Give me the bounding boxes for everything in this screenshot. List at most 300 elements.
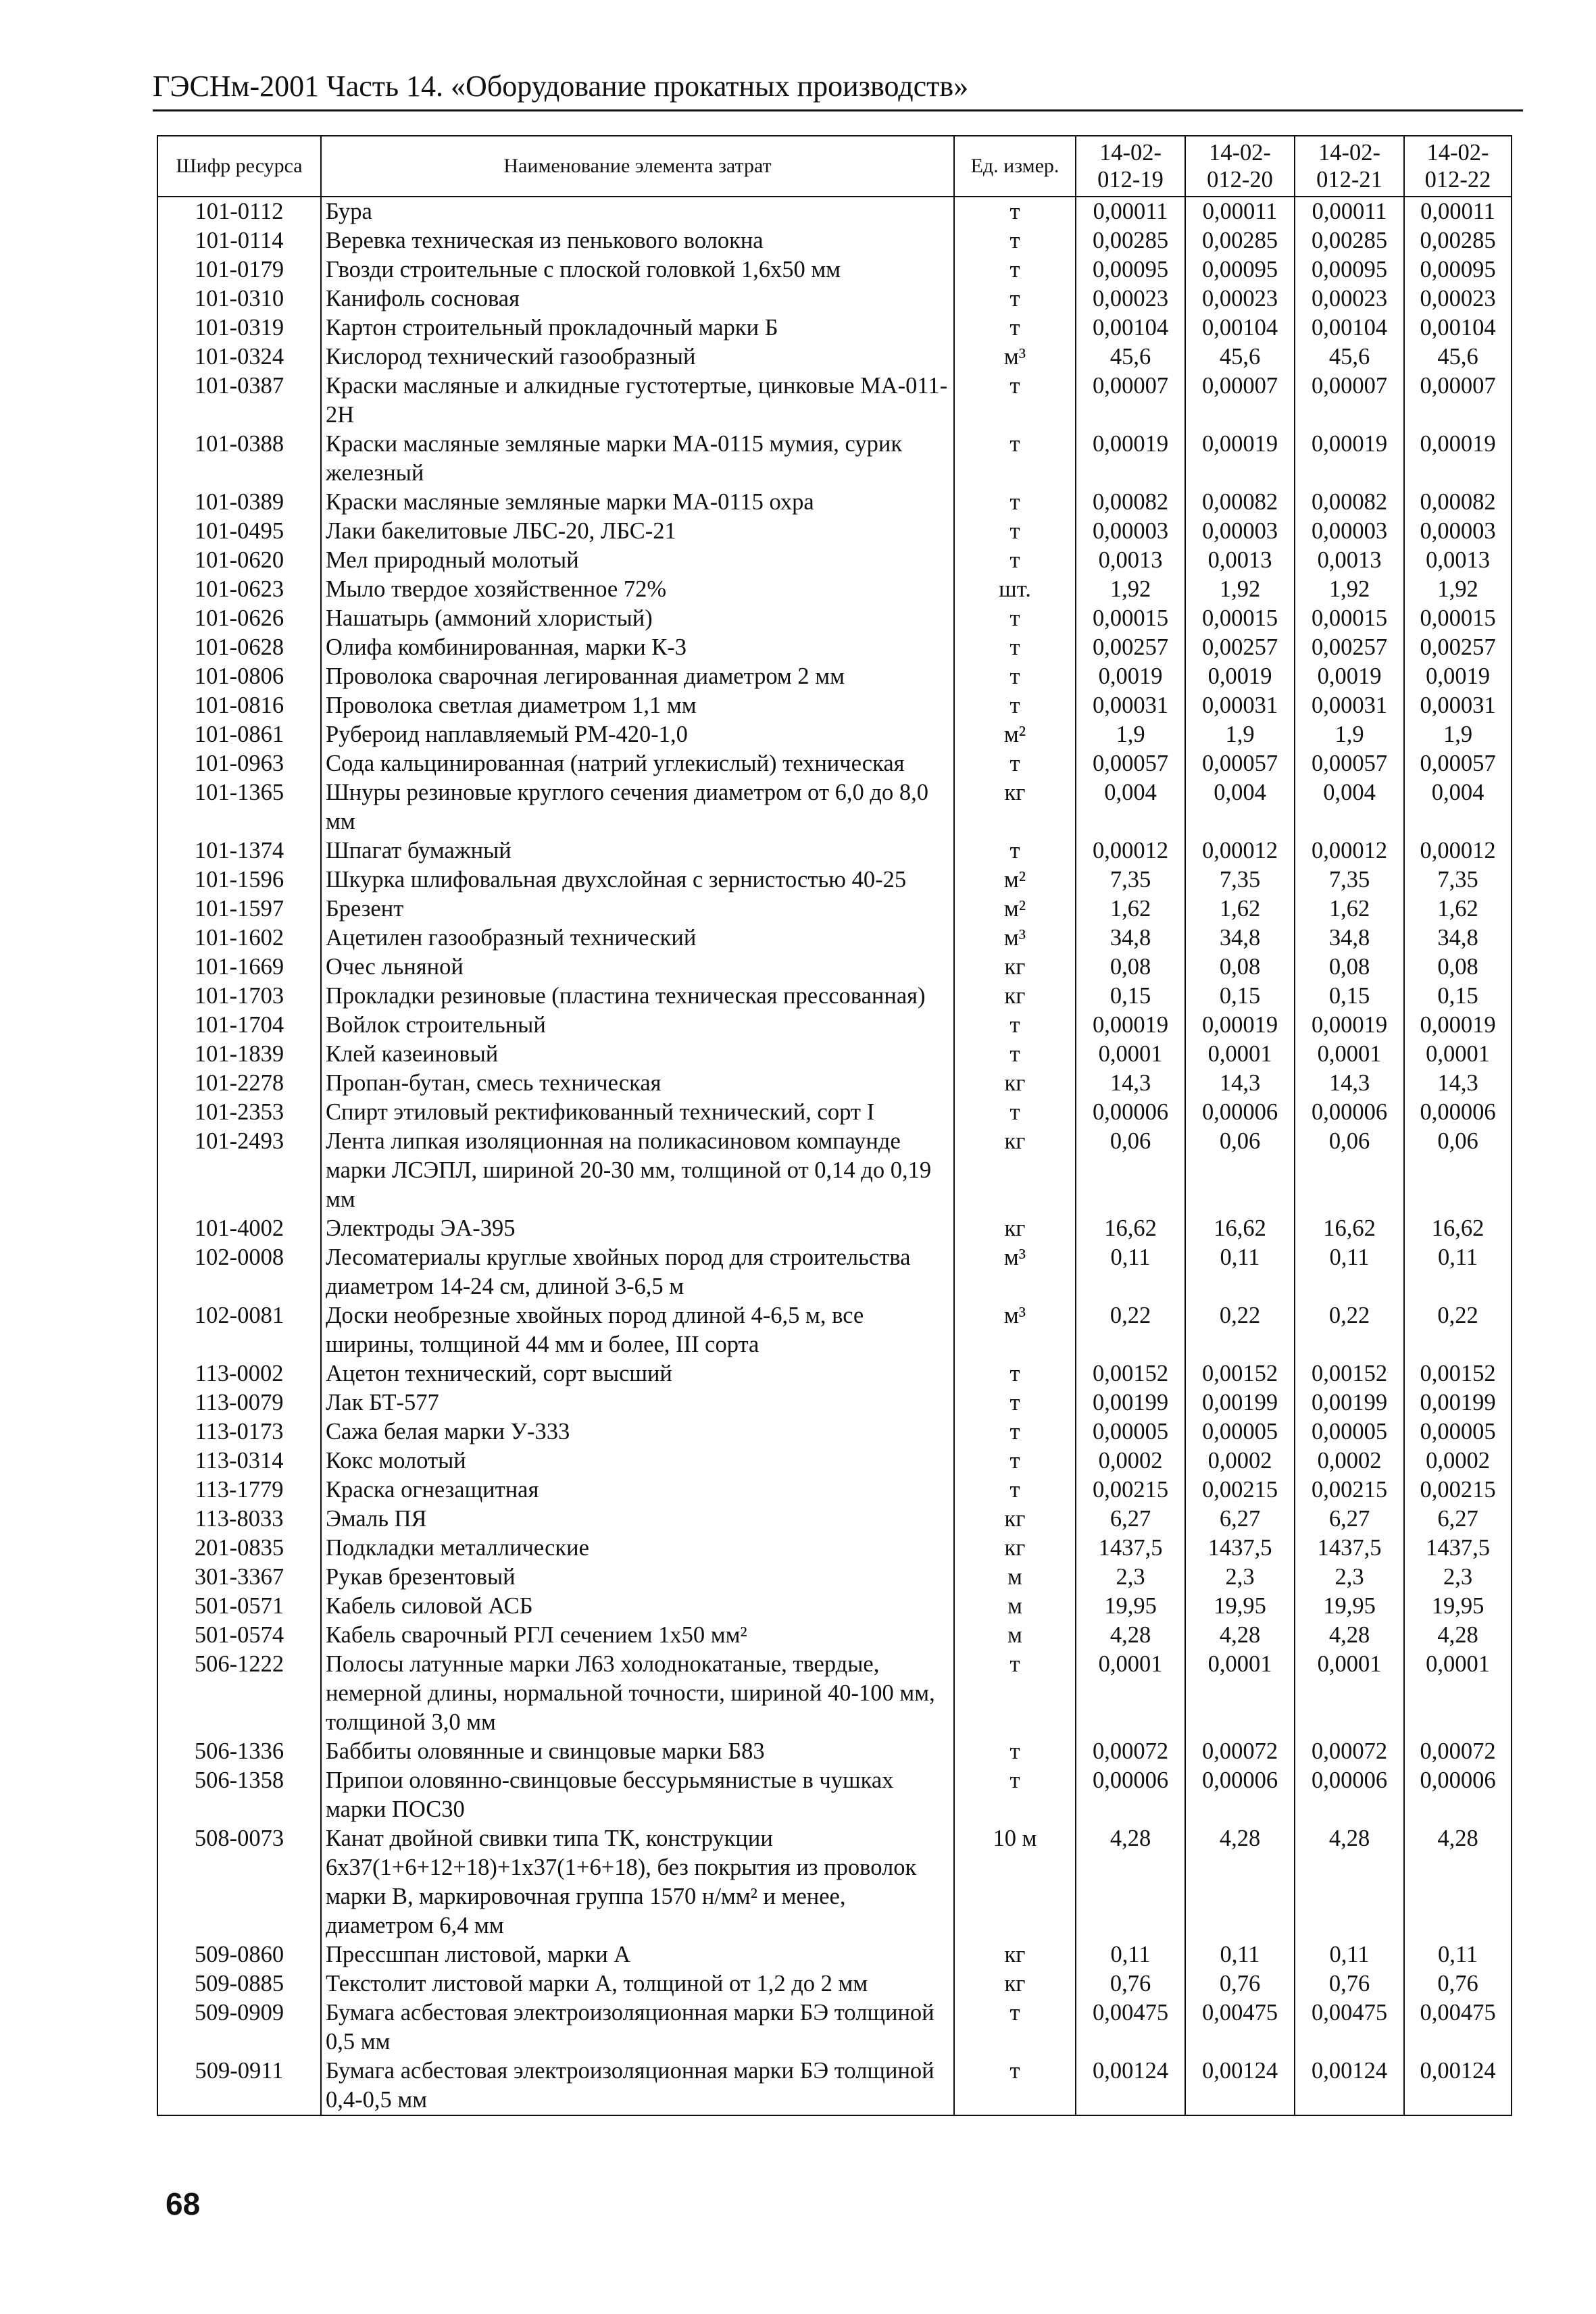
unit-cell: м³ [954,924,1076,953]
norm-value-cell: 0,00215 [1185,1476,1295,1505]
norm-value-cell: 0,00003 [1295,517,1404,546]
resource-name-cell: Спирт этиловый ректификованный технический, сорт I [321,1098,954,1127]
page-number: 68 [166,2186,201,2221]
norm-value-cell: 0,00152 [1185,1359,1295,1388]
resource-code-cell: 102-0081 [157,1301,321,1359]
norm-value-cell: 0,00015 [1295,604,1404,633]
norm-value-cell: 0,22 [1185,1301,1295,1359]
unit-cell: т [954,1359,1076,1388]
norm-value-cell: 0,0013 [1404,546,1512,575]
norm-value-cell: 0,00003 [1185,517,1295,546]
resource-code-cell: 101-1669 [157,953,321,982]
norm-value-cell: 1437,5 [1404,1534,1512,1563]
norm-value-cell: 4,28 [1295,1621,1404,1650]
resource-code-cell: 101-0324 [157,343,321,372]
resource-name-cell: Полосы латунные марки Л63 холоднокатаные, твердые, немерной длины, нормальной точности, шириной 40-100 мм, толщиной 3,0 мм [321,1650,954,1737]
resource-name-cell: Рубероид наплавляемый РМ-420-1,0 [321,720,954,749]
resource-code-cell: 101-0963 [157,749,321,778]
norm-value-cell: 0,22 [1076,1301,1185,1359]
resource-code-cell: 101-1602 [157,924,321,953]
norm-value-cell: 0,11 [1185,1243,1295,1301]
norm-value-cell: 2,3 [1295,1563,1404,1592]
norm-value-cell: 0,0001 [1185,1650,1295,1737]
unit-cell: т [954,1040,1076,1069]
column-header-unit: Ед. измер. [954,136,1076,197]
table-row [157,1592,1512,1621]
resource-code-cell: 101-0319 [157,313,321,343]
resource-name-cell: Лак БТ-577 [321,1388,954,1417]
table-row [157,836,1512,865]
resource-code-cell: 101-0387 [157,372,321,430]
norm-value-cell: 0,00005 [1185,1417,1295,1447]
norm-value-cell: 0,00257 [1295,633,1404,662]
resource-name-cell: Войлок строительный [321,1011,954,1040]
norm-value-cell: 0,0019 [1076,662,1185,691]
resource-name-cell: Бумага асбестовая электроизоляционная марки БЭ толщиной 0,4-0,5 мм [321,2057,954,2115]
resource-code-cell: 501-0574 [157,1621,321,1650]
norm-value-cell: 0,08 [1404,953,1512,982]
norm-value-cell: 0,00031 [1295,691,1404,720]
unit-cell: т [954,430,1076,488]
resource-code-cell: 301-3367 [157,1563,321,1592]
norm-value-cell: 0,06 [1295,1127,1404,1214]
norm-value-cell: 0,0002 [1404,1447,1512,1476]
unit-cell: т [954,284,1076,313]
unit-cell: т [954,1766,1076,1824]
unit-cell: шт. [954,575,1076,604]
norm-value-cell: 0,00006 [1295,1098,1404,1127]
norm-value-cell: 0,00124 [1076,2057,1185,2115]
resource-code-cell: 101-0179 [157,255,321,284]
table-row [157,1824,1512,1940]
unit-cell: м [954,1592,1076,1621]
norm-value-cell: 0,0001 [1404,1650,1512,1737]
norm-value-cell: 0,22 [1404,1301,1512,1359]
unit-cell: кг [954,1969,1076,1998]
resource-code-cell: 101-0806 [157,662,321,691]
table-row [157,1447,1512,1476]
norm-value-cell: 0,00006 [1185,1766,1295,1824]
unit-cell: м³ [954,1301,1076,1359]
norm-value-cell: 0,00057 [1295,749,1404,778]
norm-value-cell: 0,00031 [1076,691,1185,720]
norm-value-cell: 0,76 [1295,1969,1404,1998]
resource-code-cell: 101-1704 [157,1011,321,1040]
norm-value-cell: 0,00005 [1076,1417,1185,1447]
norm-value-cell: 1,62 [1404,895,1512,924]
resource-code-cell: 113-0314 [157,1447,321,1476]
norm-value-cell: 4,28 [1404,1824,1512,1940]
resources-table [157,135,1512,2116]
norm-value-cell: 0,11 [1076,1940,1185,1969]
table-row [157,430,1512,488]
norm-value-cell: 0,00019 [1185,1011,1295,1040]
resource-code-cell: 101-0310 [157,284,321,313]
table-row [157,1650,1512,1737]
resource-code-cell: 113-0173 [157,1417,321,1447]
norm-value-cell: 16,62 [1185,1214,1295,1243]
norm-value-cell: 0,00012 [1295,836,1404,865]
resource-name-cell: Бумага асбестовая электроизоляционная марки БЭ толщиной 0,5 мм [321,1998,954,2057]
norm-value-cell: 0,06 [1185,1127,1295,1214]
unit-cell: т [954,662,1076,691]
resource-code-cell: 101-0816 [157,691,321,720]
table-row [157,749,1512,778]
resource-name-cell: Веревка техническая из пенькового волокна [321,226,954,255]
resource-code-cell: 101-2278 [157,1069,321,1098]
resource-name-cell: Клей казеиновый [321,1040,954,1069]
unit-cell: т [954,691,1076,720]
resource-name-cell: Баббиты оловянные и свинцовые марки Б83 [321,1737,954,1766]
resource-code-cell: 509-0909 [157,1998,321,2057]
resource-code-cell: 506-1336 [157,1737,321,1766]
norm-value-cell: 0,00019 [1076,1011,1185,1040]
unit-cell: 10 м [954,1824,1076,1940]
unit-cell: кг [954,1534,1076,1563]
unit-cell: кг [954,1214,1076,1243]
norm-value-cell: 0,00006 [1076,1098,1185,1127]
table-row [157,1040,1512,1069]
norm-value-cell: 0,00007 [1295,372,1404,430]
norm-value-cell: 0,0013 [1295,546,1404,575]
table-row [157,1505,1512,1534]
unit-cell: кг [954,982,1076,1011]
norm-value-cell: 2,3 [1404,1563,1512,1592]
norm-value-cell: 7,35 [1295,865,1404,895]
table-row [157,1766,1512,1824]
resource-code-cell: 101-0495 [157,517,321,546]
unit-cell: м [954,1621,1076,1650]
resource-name-cell: Сода кальцинированная (натрий углекислый) техническая [321,749,954,778]
norm-value-cell: 0,00011 [1295,197,1404,226]
norm-value-cell: 0,00007 [1076,372,1185,430]
resource-name-cell: Текстолит листовой марки А, толщиной от 1,2 до 2 мм [321,1969,954,1998]
norm-value-cell: 1,92 [1076,575,1185,604]
norm-value-cell: 19,95 [1295,1592,1404,1621]
norm-value-cell: 0,00057 [1185,749,1295,778]
norm-value-cell: 0,0019 [1185,662,1295,691]
norm-value-cell: 0,00152 [1404,1359,1512,1388]
resource-name-cell: Очес льняной [321,953,954,982]
norm-value-cell: 0,00104 [1076,313,1185,343]
norm-value-cell: 16,62 [1295,1214,1404,1243]
norm-value-cell: 19,95 [1185,1592,1295,1621]
norm-value-cell: 0,00104 [1185,313,1295,343]
norm-value-cell: 0,00215 [1076,1476,1185,1505]
unit-cell: т [954,1011,1076,1040]
table-row [157,953,1512,982]
resource-code-cell: 101-1597 [157,895,321,924]
resource-name-cell: Кабель сварочный РГЛ сечением 1х50 мм² [321,1621,954,1650]
norm-value-cell: 0,00072 [1404,1737,1512,1766]
norm-value-cell: 34,8 [1076,924,1185,953]
norm-value-cell: 0,0013 [1185,546,1295,575]
norm-value-cell: 0,00015 [1404,604,1512,633]
table-row [157,575,1512,604]
norm-value-cell: 0,11 [1185,1940,1295,1969]
table-row [157,1301,1512,1359]
norm-value-cell: 0,00095 [1404,255,1512,284]
norm-value-cell: 0,00257 [1185,633,1295,662]
resource-name-cell: Канифоль сосновая [321,284,954,313]
table-row [157,197,1512,226]
norm-value-cell: 0,00019 [1404,1011,1512,1040]
norm-value-cell: 14,3 [1295,1069,1404,1098]
resource-code-cell: 113-0002 [157,1359,321,1388]
resource-name-cell: Электроды ЭА-395 [321,1214,954,1243]
norm-value-cell: 0,00285 [1404,226,1512,255]
norm-value-cell: 0,0001 [1076,1650,1185,1737]
resource-code-cell: 509-0860 [157,1940,321,1969]
resource-code-cell: 508-0073 [157,1824,321,1940]
resource-name-cell: Нашатырь (аммоний хлористый) [321,604,954,633]
table-row [157,1127,1512,1214]
resource-name-cell: Гвозди строительные с плоской головкой 1,6х50 мм [321,255,954,284]
norm-value-cell: 16,62 [1404,1214,1512,1243]
norm-value-cell: 0,0019 [1404,662,1512,691]
resource-name-cell: Прессшпан листовой, марки А [321,1940,954,1969]
table-row [157,1243,1512,1301]
resource-code-cell: 101-0620 [157,546,321,575]
resource-code-cell: 506-1358 [157,1766,321,1824]
resource-name-cell: Лента липкая изоляционная на поликасиновом компаунде марки ЛСЭПЛ, шириной 20-30 мм, толщиной от 0,14 до 0,19 мм [321,1127,954,1214]
norm-value-cell: 1,62 [1295,895,1404,924]
resource-name-cell: Кабель силовой АСБ [321,1592,954,1621]
resource-code-cell: 101-0626 [157,604,321,633]
table-row [157,1098,1512,1127]
norm-value-cell: 0,004 [1076,778,1185,836]
norm-value-cell: 0,00082 [1076,488,1185,517]
norm-value-cell: 0,00257 [1404,633,1512,662]
unit-cell: т [954,1417,1076,1447]
resource-code-cell: 101-0114 [157,226,321,255]
unit-cell: т [954,197,1076,226]
norm-value-cell: 0,00019 [1295,430,1404,488]
resource-name-cell: Лесоматериалы круглые хвойных пород для строительства диаметром 14-24 см, длиной 3-6,5 м [321,1243,954,1301]
unit-cell: т [954,2057,1076,2115]
norm-value-cell: 0,0001 [1404,1040,1512,1069]
norm-value-cell: 0,00124 [1185,2057,1295,2115]
norm-value-cell: 0,00003 [1404,517,1512,546]
unit-cell: кг [954,1505,1076,1534]
norm-value-cell: 0,00057 [1076,749,1185,778]
table-row [157,313,1512,343]
norm-value-cell: 0,00475 [1076,1998,1185,2057]
unit-cell: м [954,1563,1076,1592]
norm-value-cell: 0,00019 [1076,430,1185,488]
unit-cell: т [954,836,1076,865]
norm-value-cell: 0,00031 [1404,691,1512,720]
norm-value-cell: 0,00006 [1185,1098,1295,1127]
norm-value-cell: 0,22 [1295,1301,1404,1359]
resource-code-cell: 101-1703 [157,982,321,1011]
resource-code-cell: 101-0623 [157,575,321,604]
norm-value-cell: 2,3 [1076,1563,1185,1592]
norm-value-cell: 6,27 [1295,1505,1404,1534]
norm-value-cell: 34,8 [1404,924,1512,953]
table-row [157,1214,1512,1243]
table-row [157,1737,1512,1766]
norm-value-cell: 45,6 [1404,343,1512,372]
norm-value-cell: 6,27 [1404,1505,1512,1534]
norm-value-cell: 0,11 [1295,1243,1404,1301]
unit-cell: м² [954,895,1076,924]
norm-value-cell: 0,00023 [1404,284,1512,313]
table-row [157,1388,1512,1417]
resource-name-cell: Ацетон технический, сорт высший [321,1359,954,1388]
norm-value-cell: 0,00019 [1404,430,1512,488]
norm-value-cell: 0,00095 [1185,255,1295,284]
norm-value-cell: 4,28 [1185,1621,1295,1650]
unit-cell: т [954,1447,1076,1476]
norm-value-cell: 0,00199 [1185,1388,1295,1417]
norm-value-cell: 34,8 [1295,924,1404,953]
norm-value-cell: 0,11 [1404,1940,1512,1969]
norm-value-cell: 6,27 [1185,1505,1295,1534]
unit-cell: т [954,604,1076,633]
norm-value-cell: 0,00006 [1076,1766,1185,1824]
resource-name-cell: Проволока сварочная легированная диаметром 2 мм [321,662,954,691]
norm-value-cell: 0,00007 [1185,372,1295,430]
norm-value-cell: 0,00199 [1295,1388,1404,1417]
norm-value-cell: 45,6 [1185,343,1295,372]
norm-value-cell: 0,00285 [1076,226,1185,255]
norm-value-cell: 0,00215 [1404,1476,1512,1505]
table-row [157,1998,1512,2057]
table-row [157,895,1512,924]
unit-cell: т [954,226,1076,255]
norm-value-cell: 0,00257 [1076,633,1185,662]
norm-value-cell: 0,00475 [1295,1998,1404,2057]
unit-cell: т [954,1998,1076,2057]
norm-value-cell: 0,15 [1295,982,1404,1011]
resource-code-cell: 101-2493 [157,1127,321,1214]
norm-value-cell: 0,00285 [1295,226,1404,255]
resource-code-cell: 101-0389 [157,488,321,517]
norm-value-cell: 1437,5 [1076,1534,1185,1563]
resource-code-cell: 509-0885 [157,1969,321,1998]
table-row [157,778,1512,836]
norm-value-cell: 4,28 [1295,1824,1404,1940]
norm-value-cell: 0,15 [1185,982,1295,1011]
resource-code-cell: 113-0079 [157,1388,321,1417]
norm-value-cell: 0,00152 [1295,1359,1404,1388]
norm-value-cell: 4,28 [1076,1621,1185,1650]
resource-code-cell: 101-1596 [157,865,321,895]
column-header-code: Шифр ресурса [157,136,321,197]
unit-cell: т [954,1388,1076,1417]
norm-value-cell: 0,00095 [1295,255,1404,284]
resource-code-cell: 102-0008 [157,1243,321,1301]
norm-value-cell: 0,00082 [1185,488,1295,517]
resource-code-cell: 101-0388 [157,430,321,488]
unit-cell: т [954,313,1076,343]
unit-cell: т [954,517,1076,546]
resource-name-cell: Краски масляные и алкидные густотертые, цинковые МА-011-2Н [321,372,954,430]
norm-value-cell: 1,62 [1185,895,1295,924]
norm-value-cell: 45,6 [1295,343,1404,372]
norm-value-cell: 0,00031 [1185,691,1295,720]
norm-value-cell: 0,00072 [1295,1737,1404,1766]
unit-cell: т [954,488,1076,517]
resource-name-cell: Брезент [321,895,954,924]
table-row [157,343,1512,372]
resource-code-cell: 201-0835 [157,1534,321,1563]
norm-value-cell: 0,00023 [1076,284,1185,313]
norm-value-cell: 0,00152 [1076,1359,1185,1388]
table-row [157,865,1512,895]
norm-value-cell: 0,0001 [1076,1040,1185,1069]
norm-value-cell: 0,00011 [1076,197,1185,226]
norm-value-cell: 0,06 [1076,1127,1185,1214]
norm-value-cell: 0,00023 [1295,284,1404,313]
norm-value-cell: 0,0001 [1295,1650,1404,1737]
resource-name-cell: Пропан-бутан, смесь техническая [321,1069,954,1098]
resource-name-cell: Олифа комбинированная, марки К-3 [321,633,954,662]
norm-value-cell: 0,00104 [1404,313,1512,343]
norm-value-cell: 0,00019 [1185,430,1295,488]
resource-name-cell: Кокс молотый [321,1447,954,1476]
norm-value-cell: 14,3 [1076,1069,1185,1098]
resource-code-cell: 101-2353 [157,1098,321,1127]
norm-value-cell: 0,00072 [1185,1737,1295,1766]
norm-value-cell: 0,0001 [1185,1040,1295,1069]
norm-value-cell: 0,15 [1076,982,1185,1011]
unit-cell: кг [954,1127,1076,1214]
resource-code-cell: 101-0861 [157,720,321,749]
norm-value-cell: 0,00082 [1295,488,1404,517]
norm-value-cell: 0,004 [1295,778,1404,836]
norm-value-cell: 19,95 [1404,1592,1512,1621]
resource-name-cell: Мел природный молотый [321,546,954,575]
norm-value-cell: 1,9 [1076,720,1185,749]
unit-cell: т [954,749,1076,778]
resource-name-cell: Рукав брезентовый [321,1563,954,1592]
norm-value-cell: 0,0019 [1295,662,1404,691]
norm-value-cell: 7,35 [1185,865,1295,895]
norm-value-cell: 0,76 [1404,1969,1512,1998]
norm-value-cell: 0,08 [1185,953,1295,982]
table-row [157,924,1512,953]
norm-value-cell: 7,35 [1076,865,1185,895]
resource-code-cell: 101-0628 [157,633,321,662]
unit-cell: т [954,1650,1076,1737]
norm-value-cell: 0,00015 [1076,604,1185,633]
table-row [157,604,1512,633]
norm-value-cell: 0,15 [1404,982,1512,1011]
table-row [157,488,1512,517]
norm-value-cell: 0,00095 [1076,255,1185,284]
norm-value-cell: 1,62 [1076,895,1185,924]
resource-code-cell: 101-1839 [157,1040,321,1069]
norm-value-cell: 0,00475 [1185,1998,1295,2057]
norm-value-cell: 0,0013 [1076,546,1185,575]
norm-value-cell: 0,00124 [1404,2057,1512,2115]
table-row [157,1563,1512,1592]
table-row [157,982,1512,1011]
table-header-row [157,136,1512,197]
norm-value-cell: 0,00124 [1295,2057,1404,2115]
resource-name-cell: Кислород технический газообразный [321,343,954,372]
norm-value-cell: 0,00005 [1295,1417,1404,1447]
norm-value-cell: 6,27 [1076,1505,1185,1534]
unit-cell: кг [954,778,1076,836]
unit-cell: т [954,1476,1076,1505]
table-row [157,1621,1512,1650]
norm-value-cell: 0,004 [1404,778,1512,836]
norm-value-cell: 0,00057 [1404,749,1512,778]
resource-code-cell: 101-1374 [157,836,321,865]
